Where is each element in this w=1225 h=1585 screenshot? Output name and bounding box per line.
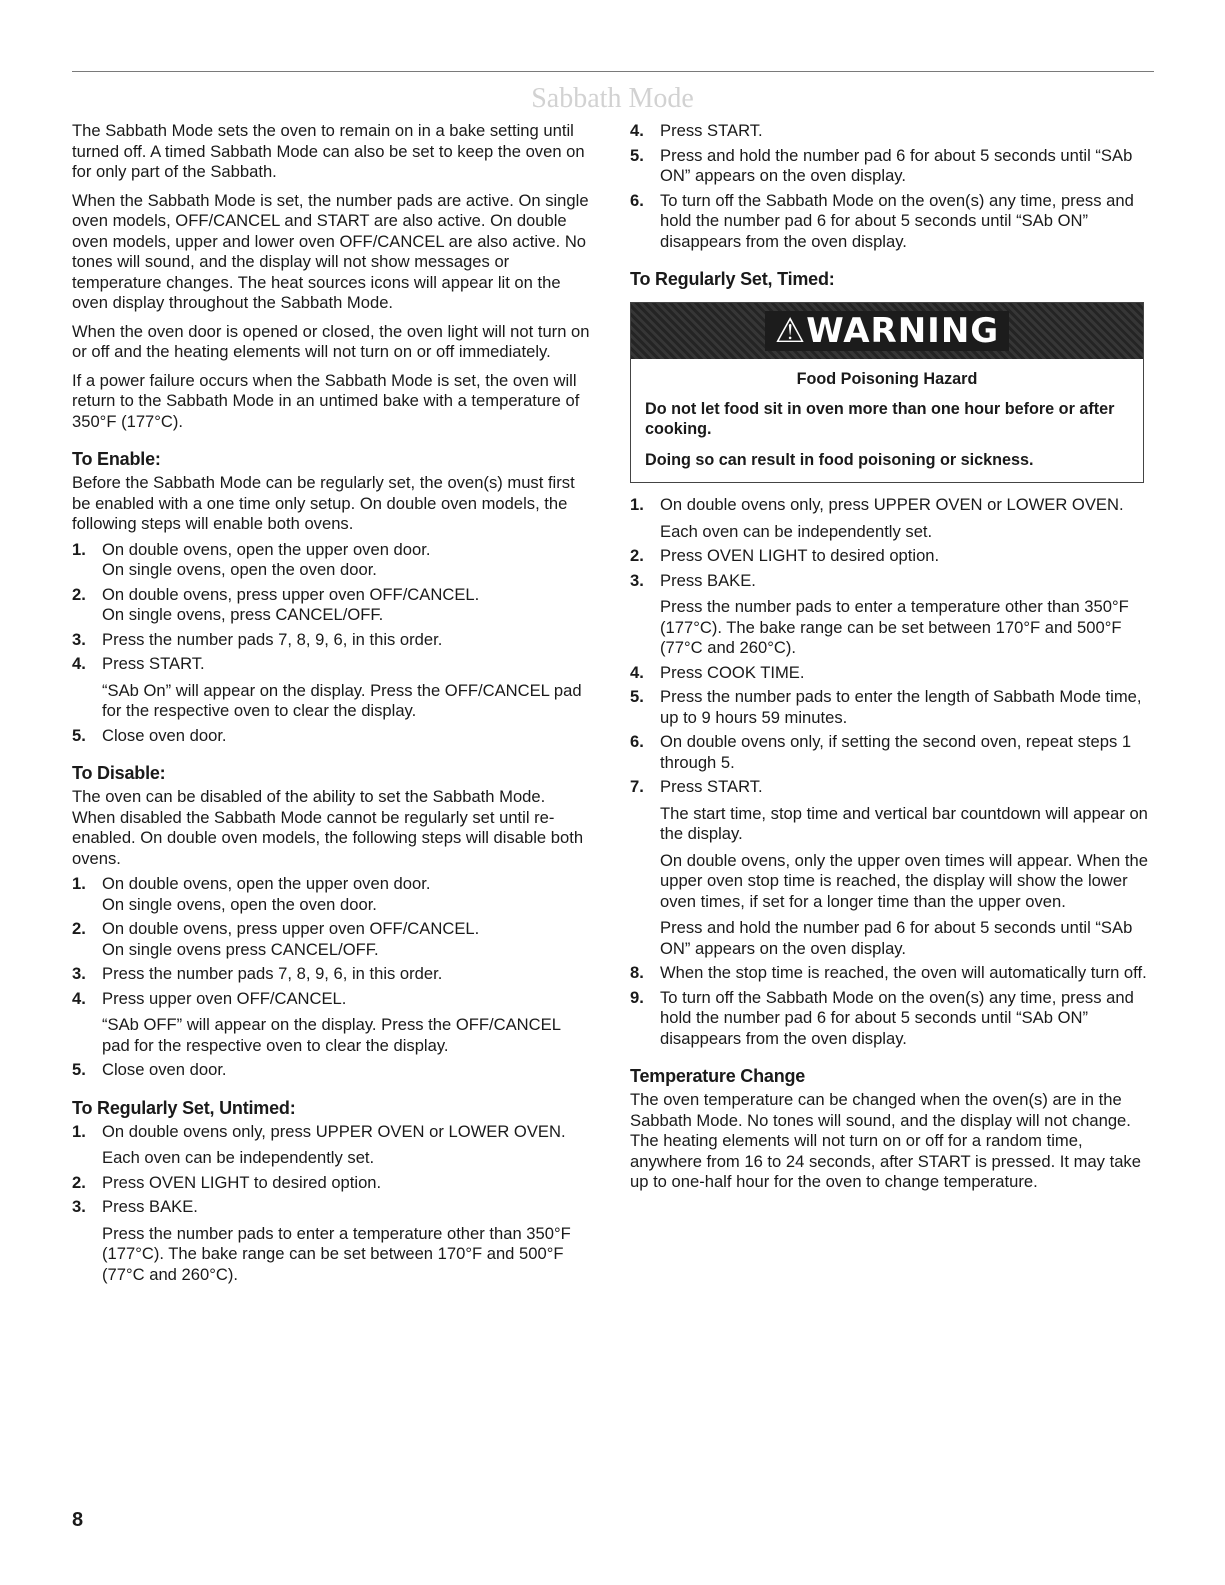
intro-paragraph: When the Sabbath Mode is set, the number pads are active. On single oven models, OFF/CANCEL and START are also active. On double oven models, upper and lower oven OFF/CANCEL are also active. No tones will sound, and the display will not show messages or temperature changes. The heat sources icons will appear lit on the oven display throughout the Sabbath Mode.: [72, 190, 589, 312]
list-item: 1. On double ovens, open the upper oven door. On single ovens, open the oven door.: [72, 874, 431, 914]
list-item: 3. Press the number pads 7, 8, 9, 6, in this order.: [72, 629, 443, 649]
list-item: 5. Close oven door.: [72, 1060, 227, 1079]
list-item: 1. On double ovens only, press UPPER OVEN or LOWER OVEN. Each oven can be independently set.: [630, 495, 1124, 541]
intro-paragraph: The Sabbath Mode sets the oven to remain on in a bake setting until turned off. A timed Sabbath Mode can also be set to keep the oven on for only part of the Sabbath.: [72, 121, 585, 181]
list-item: 1. On double ovens, open the upper oven door. On single ovens, open the oven door.: [72, 539, 431, 579]
right-column: [630, 121, 1150, 1201]
page-number: 8: [72, 1509, 84, 1531]
list-item: 7. Press START. The start time, stop time and vertical bar countdown will appear on the display. On double ovens, only the upper oven times will appear. When the upper oven stop time is reached, the display will show the lower oven times, if set for a longer time than the upper oven. Press and hold the number pad 6 for about 5 seconds until “SAb ON” appears on the oven display.: [630, 777, 1148, 958]
timed-heading: To Regularly Set, Timed:: [630, 269, 835, 289]
list-item: 2. Press OVEN LIGHT to desired option.: [72, 1172, 382, 1192]
disable-intro: The oven can be disabled of the ability to set the Sabbath Mode. When disabled the Sabbath Mode cannot be regularly set until re-enabled. On double oven models, the following steps will disable both ovens.: [72, 787, 584, 868]
enable-heading: To Enable:: [72, 449, 161, 469]
timed-steps: [630, 495, 1150, 1049]
list-item: 1. On double ovens only, press UPPER OVEN or LOWER OVEN. Each oven can be independently set.: [72, 1121, 566, 1167]
list-item: 4. Press START. “SAb On” will appear on the display. Press the OFF/CANCEL pad for the respective oven to clear the display.: [72, 654, 582, 720]
list-item: 5. Press and hold the number pad 6 for about 5 seconds until “SAb ON” appears on the oven display.: [630, 145, 1133, 185]
temperature-heading: Temperature Change: [630, 1066, 806, 1086]
warning-header: [631, 303, 1143, 359]
list-item: 6. To turn off the Sabbath Mode on the oven(s) any time, press and hold the number pad 6 for about 5 seconds until “SAb ON” disappears from the oven display.: [630, 190, 1134, 251]
list-item: 5. Press the number pads to enter the length of Sabbath Mode time, up to 9 hours 59 minutes.: [630, 687, 1142, 727]
enable-steps: [72, 540, 592, 747]
untimed-steps: [72, 1122, 592, 1286]
list-item: 9. To turn off the Sabbath Mode on the oven(s) any time, press and hold the number pad 6 for about 5 seconds until “SAb ON” disappears from the oven display.: [630, 987, 1134, 1048]
list-item: 4. Press upper oven OFF/CANCEL. “SAb OFF” will appear on the display. Press the OFF/CANCEL pad for the respective oven to clear the display.: [72, 988, 561, 1055]
left-column: [72, 121, 592, 1289]
list-item: 2. Press OVEN LIGHT to desired option.: [630, 546, 940, 565]
intro-paragraph: If a power failure occurs when the Sabbath Mode is set, the oven will return to the Sabbath Mode in an untimed bake with a temperature of 350°F (177°C).: [72, 370, 580, 431]
list-item: 2. On double ovens, press upper oven OFF/CANCEL. On single ovens, press CANCEL/OFF.: [72, 584, 480, 624]
warning-hazard: Food Poisoning Hazard: [796, 370, 978, 388]
untimed-heading: To Regularly Set, Untimed:: [72, 1097, 296, 1118]
warning-title: ⚠WARNING: [765, 311, 1009, 351]
warning-body: [631, 359, 1143, 482]
intro-paragraph: When the oven door is opened or closed, the oven light will not turn on or off and the heating elements will not turn on or off immediately.: [72, 321, 590, 361]
warning-box: [630, 302, 1144, 483]
list-item: 2. On double ovens, press upper oven OFF/CANCEL. On single ovens press CANCEL/OFF.: [72, 919, 480, 959]
list-item: 4. Press START.: [630, 121, 763, 140]
list-item: 6. On double ovens only, if setting the second oven, repeat steps 1 through 5.: [630, 732, 1132, 772]
top-rule: [72, 71, 1154, 72]
list-item: 3. Press BAKE. Press the number pads to enter a temperature other than 350°F (177°C). The bake range can be set between 170°F and 500°F (77°C and 260°C).: [72, 1197, 571, 1284]
list-item: 8. When the stop time is reached, the oven will automatically turn off.: [630, 963, 1147, 982]
warning-line: Doing so can result in food poisoning or sickness.: [645, 450, 1034, 469]
list-item: 3. Press BAKE. Press the number pads to enter a temperature other than 350°F (177°C). The bake range can be set between 170°F and 500°F (77°C and 260°C).: [630, 570, 1129, 657]
list-item: 4. Press COOK TIME.: [630, 662, 805, 682]
list-item: 5. Close oven door.: [72, 725, 227, 745]
disable-steps: [72, 874, 592, 1081]
page-title: Sabbath Mode: [531, 83, 694, 114]
temperature-text: The oven temperature can be changed when the oven(s) are in the Sabbath Mode. No tones will sound, and the display will not change. The heating elements will not turn on or off for a random time, anywhere from 16 to 24 seconds, after START is pressed. It may take up to one-half hour for the oven to change temperature.: [630, 1090, 1141, 1191]
enable-intro: Before the Sabbath Mode can be regularly set, the oven(s) must first be enabled with a one time only setup. On double oven models, the following steps will enable both ovens.: [72, 473, 575, 533]
untimed-steps-continued: [630, 121, 1150, 252]
warning-line: Do not let food sit in oven more than one hour before or after cooking.: [645, 399, 1115, 438]
list-item: 3. Press the number pads 7, 8, 9, 6, in this order.: [72, 964, 443, 983]
disable-heading: To Disable:: [72, 763, 166, 783]
